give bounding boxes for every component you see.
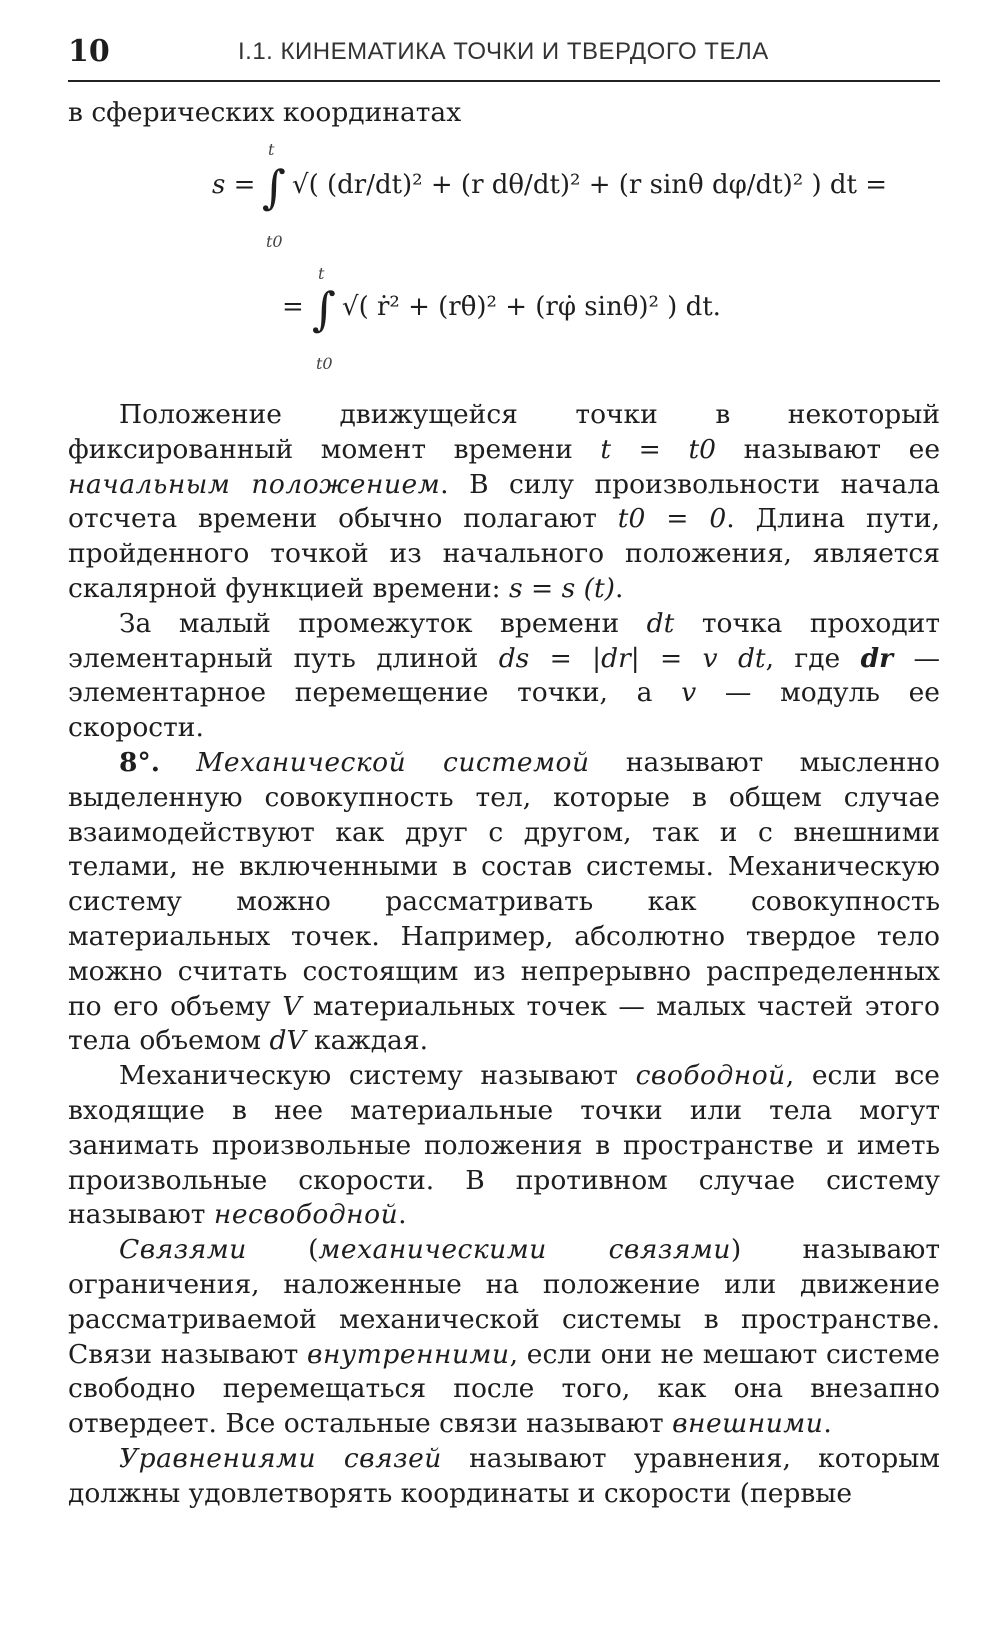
text-run: точка проходит элементарный путь длиной	[68, 607, 940, 674]
integral-sign-icon: ∫	[262, 160, 286, 214]
intro-text: в сферических координатах	[68, 97, 462, 128]
running-title: I.1. КИНЕМАТИКА ТОЧКИ И ТВЕРДОГО ТЕЛА	[238, 38, 769, 65]
text-run: , если все входящие в нее материальные точки или тела могут занимать произвольные положения в пространстве и иметь произвольные скорости. В противном случае систему называют	[68, 1060, 940, 1231]
text-run: .	[398, 1199, 407, 1231]
math-run: s = s (t)	[509, 572, 615, 604]
text-run: — модуль ее скорости.	[68, 677, 940, 744]
text-run: .	[615, 572, 624, 604]
term-constraints: Связями	[119, 1234, 247, 1266]
math-run: dr	[860, 642, 894, 674]
term-internal: внутренними	[307, 1338, 510, 1370]
math-run: t = t0	[600, 433, 716, 465]
text-run: называют мысленно выделенную совокупность тел, которые в общем случае взаимодействуют как друг с другом, так и с внешними телами, не включенными в состав системы. Механическую систему можно рассматривать как совокупность материальных точек. Например, абсолютно твердое тело можно считать состоящим из непрерывно распределенных по его объему	[68, 746, 940, 1022]
text-run: называют уравнения, которым должны удовлетворять координаты и скорости (первые	[68, 1442, 940, 1509]
math-run: V	[282, 990, 302, 1022]
paragraph-constraint-equations	[68, 1442, 940, 1512]
term-mechanical-constraints: механическими связями	[318, 1234, 731, 1266]
intro-line	[68, 96, 940, 131]
text-run: Положение движущейся точки в некоторый фиксированный момент времени	[68, 399, 940, 465]
body-text	[68, 398, 940, 1512]
text-run: каждая.	[305, 1025, 428, 1057]
text-run: называют ее	[715, 433, 941, 465]
formula-lhs: s =	[212, 170, 256, 200]
text-run: (	[246, 1234, 319, 1266]
page-header	[68, 32, 940, 82]
formula-line2-body: √( ṙ² + (rθ̇)² + (rφ̇ sinθ)² ) dt.	[342, 292, 721, 322]
text-run: . В силу произвольности начала отсчета времени обычно полагают	[68, 468, 940, 535]
math-run: t0 = 0	[617, 503, 727, 535]
integral-sign-icon: ∫	[312, 282, 336, 336]
term-non-free: несвободной	[213, 1199, 399, 1231]
text-run: . Длина пути, пройденного точкой из начального положения, является скалярной функцией времени:	[68, 503, 940, 604]
term-free: свободной	[635, 1060, 786, 1092]
term-mechanical-system: Механической системой	[196, 746, 590, 778]
math-run: v	[681, 677, 697, 709]
formula-line1-body: √( (dr/dt)² + (r dθ/dt)² + (r sinθ dφ/dt)² ) dt =	[292, 170, 888, 200]
text-run: , где	[765, 642, 861, 674]
math-run: dt	[646, 607, 675, 639]
formula-line2-lhs: =	[282, 292, 304, 322]
upper-limit-2: t	[318, 264, 325, 283]
section-number: 8°.	[119, 746, 160, 778]
lower-limit-2: t0	[316, 354, 333, 373]
term-constraint-equations: Уравнениями связей	[119, 1442, 442, 1474]
math-run: dV	[269, 1025, 306, 1057]
text-run: — элементарное перемещение точки, а	[68, 642, 940, 709]
math-run: ds = |dr| = v dt	[498, 642, 766, 674]
text-run: , если они не мешают системе свободно перемещаться после того, как она внезапно отвердеет. Все остальные связи называют	[68, 1338, 940, 1440]
paragraph-elementary-path	[68, 607, 940, 746]
paragraph-free-system	[68, 1059, 940, 1233]
paragraph-mechanical-system	[68, 746, 940, 1059]
page-number: 10	[68, 34, 110, 69]
lower-limit: t0	[266, 232, 283, 251]
term-initial-position: начальным положением	[68, 468, 441, 500]
paragraph-constraints	[68, 1233, 940, 1442]
upper-limit: t	[268, 140, 275, 159]
term-external: внешними	[672, 1408, 824, 1440]
text-run: Механическую систему называют	[119, 1060, 636, 1092]
text-run: .	[823, 1408, 832, 1440]
paragraph-initial-position	[68, 398, 940, 607]
text-run: материальных точек — малых частей этого тела объемом	[68, 990, 940, 1057]
text-run: ) называют ограничения, наложенные на положение или движение рассматриваемой механической системы в пространстве. Связи называют	[68, 1234, 940, 1370]
text-run: За малый промежуток времени	[119, 607, 647, 639]
